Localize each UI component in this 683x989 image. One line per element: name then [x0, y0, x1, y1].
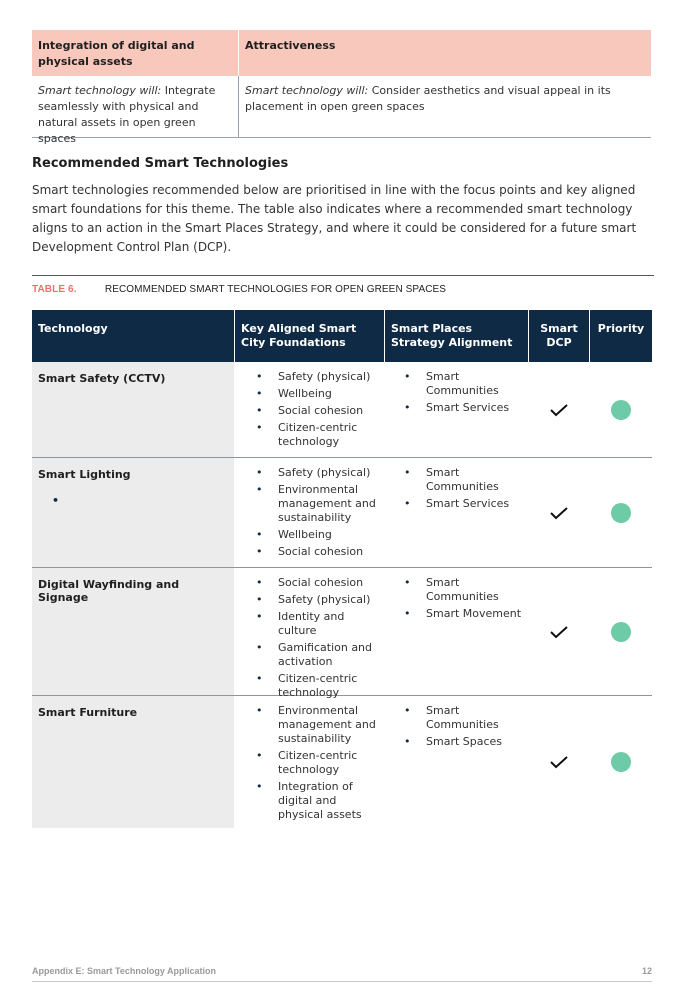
foundation-item: • Integration of digital and physical assets [240, 780, 378, 822]
foundation-item: • Citizen-centric technology [240, 749, 378, 777]
header-alignment: Smart Places Strategy Alignment [384, 310, 528, 362]
technology-name: Smart Furniture [32, 696, 234, 828]
alignment-cell [384, 362, 528, 457]
foundation-item: • Social cohesion [240, 404, 378, 418]
technology-name: Digital Wayfinding and Signage [32, 568, 234, 695]
foundation-item: • Social cohesion [240, 576, 378, 590]
alignment-item: • Smart Communities [390, 576, 522, 604]
principles-cell-attractiveness [238, 76, 651, 137]
alignment-item: • Smart Movement [390, 607, 522, 621]
foundations-cell [234, 458, 384, 567]
table-row [32, 696, 652, 828]
foundation-item: • Environmental management and sustainability [240, 483, 378, 525]
caption-divider [32, 275, 654, 276]
priority-dot [611, 400, 631, 420]
page-footer [32, 966, 652, 976]
alignment-item: • Smart Services [390, 401, 522, 415]
priority-dot [611, 503, 631, 523]
principles-text: Consider aesthetics and visual appeal in its placement in open green spaces [245, 84, 611, 113]
table-caption-title: RECOMMENDED SMART TECHNOLOGIES FOR OPEN GREEN SPACES [104, 284, 447, 295]
table-row [32, 568, 652, 699]
foundation-item: • Wellbeing [240, 387, 378, 401]
principles-body-row [32, 76, 651, 145]
foundation-item: • Safety (physical) [240, 370, 378, 384]
alignment-cell [384, 458, 528, 567]
foundations-cell [234, 696, 384, 828]
header-technology: Technology [38, 322, 108, 335]
technology-name: Smart Safety (CCTV) [32, 362, 234, 457]
foundation-item: • Wellbeing [240, 528, 378, 542]
principles-cell-integration [32, 76, 238, 145]
smart-dcp-cell [528, 458, 589, 567]
foundation-item: • Citizen-centric technology [240, 421, 378, 449]
header-priority: Priority [589, 310, 652, 362]
table-row [32, 458, 652, 568]
principles-text: Integrate seamlessly with physical and natural assets in open green spaces [38, 84, 216, 145]
checkmark-icon [549, 506, 569, 520]
principles-lead: Smart technology will: [38, 84, 162, 97]
foundation-item: • Safety (physical) [240, 466, 378, 480]
smart-dcp-cell [528, 568, 589, 695]
technology-table-header [32, 310, 652, 362]
footer-divider [32, 981, 652, 982]
foundation-item: • Social cohesion [240, 545, 378, 559]
foundation-item: • Identity and culture [240, 610, 378, 638]
technology-table [32, 310, 652, 828]
priority-cell [589, 458, 652, 567]
alignment-item: • Smart Communities [390, 704, 522, 732]
header-smart-dcp: Smart DCP [528, 310, 589, 362]
smart-dcp-cell [528, 696, 589, 828]
table-caption [32, 284, 446, 295]
header-foundations: Key Aligned Smart City Foundations [234, 310, 384, 362]
principles-table [32, 30, 651, 145]
table-row [32, 362, 652, 458]
foundation-item: • Environmental management and sustainability [240, 704, 378, 746]
checkmark-icon [549, 403, 569, 417]
foundation-item: • Citizen-centric technology [240, 672, 378, 700]
foundation-item: • Gamification and activation [240, 641, 378, 669]
alignment-item: • Smart Spaces [390, 735, 522, 749]
alignment-item: • Smart Communities [390, 466, 522, 494]
alignment-item: • Smart Services [390, 497, 522, 511]
alignment-cell [384, 568, 528, 695]
principles-header-row [32, 30, 651, 76]
checkmark-icon [549, 755, 569, 769]
priority-dot [611, 622, 631, 642]
foundations-cell [234, 362, 384, 457]
intro-paragraph: Smart technologies recommended below are prioritised in line with the focus points and key aligned smart foundations for this theme. The table also indicates where a recommended smart technology aligns to an action in the Smart Places Strategy, and where it could be considered for a future smart Development Control Plan (DCP). [32, 183, 637, 254]
footer-title: Appendix E: Smart Technology Application [32, 966, 217, 976]
foundations-cell [234, 568, 384, 699]
bullet-icon: • [52, 494, 60, 507]
foundation-item: • Safety (physical) [240, 593, 378, 607]
technology-name-cell [32, 458, 234, 567]
technology-name: Smart Lighting [38, 468, 131, 481]
section-title: Recommended Smart Technologies [32, 156, 289, 171]
alignment-item: • Smart Communities [390, 370, 522, 398]
principles-lead: Smart technology will: [245, 84, 369, 97]
priority-cell [589, 696, 652, 828]
page-number: 12 [641, 966, 652, 976]
alignment-cell [384, 696, 528, 828]
principles-header-integration: Integration of digital and physical assets [38, 39, 195, 68]
priority-cell [589, 362, 652, 457]
smart-dcp-cell [528, 362, 589, 457]
principles-header-attractiveness: Attractiveness [238, 30, 651, 76]
checkmark-icon [549, 625, 569, 639]
priority-dot [611, 752, 631, 772]
table-caption-number: TABLE 6. [32, 284, 77, 295]
priority-cell [589, 568, 652, 695]
